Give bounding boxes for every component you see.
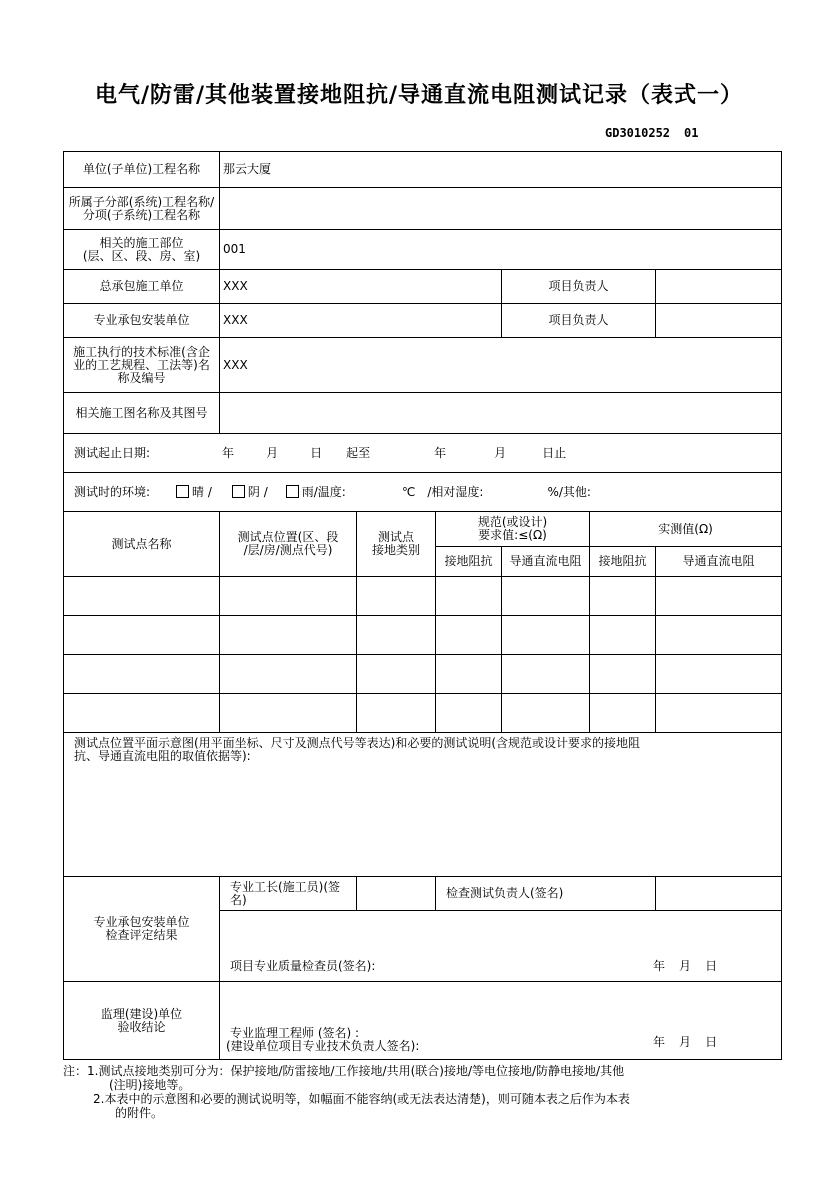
test-date-year1: 年: [222, 445, 235, 460]
test-date-year2: 年: [434, 445, 447, 460]
table-cell[interactable]: [220, 577, 357, 616]
specialty-contractor-value[interactable]: XXX: [220, 304, 502, 338]
celsius-unit: ℃: [401, 485, 416, 499]
tester-label: 检查测试负责人(签名): [436, 877, 656, 911]
test-date-label: 测试起止日期:: [74, 445, 151, 460]
table-cell[interactable]: [357, 577, 436, 616]
form-title: 电气/防雷/其他装置接地阻抗/导通直流电阻测试记录（表式一）: [94, 82, 744, 108]
inspector-label: 项目专业质量检查员(签名):: [230, 959, 376, 973]
table-cell[interactable]: [220, 616, 357, 655]
sketch-text-line2: 抗、导通直流电阻的取值依据等):: [74, 749, 251, 763]
header-measured-ground-impedance: 接地阻抗: [590, 547, 656, 577]
table-cell[interactable]: [502, 694, 590, 733]
table-cell[interactable]: [64, 616, 220, 655]
table-cell[interactable]: [220, 694, 357, 733]
table-cell[interactable]: [436, 694, 502, 733]
table-cell[interactable]: [436, 616, 502, 655]
notes: [63, 1064, 783, 1120]
table-cell[interactable]: [590, 655, 656, 694]
sunny-label: 晴 /: [192, 485, 212, 499]
table-cell[interactable]: [436, 655, 502, 694]
header-measured: 实测值(Ω): [590, 512, 782, 547]
table-row: [64, 616, 782, 655]
subproject-value[interactable]: [220, 188, 782, 230]
sunny-checkbox[interactable]: [176, 485, 189, 498]
table-cell[interactable]: [656, 577, 782, 616]
project-name-value[interactable]: 那云大厦: [220, 152, 782, 188]
table-cell[interactable]: [502, 577, 590, 616]
location-label: 相关的施工部位 (层、区、段、房、室): [64, 230, 220, 270]
table-row: [64, 694, 782, 733]
table-cell[interactable]: [502, 616, 590, 655]
note-1-line1: 注：1.测试点接地类别可分为：保护接地/防雷接地/工作接地/共用(联合)接地/等电位接地/防静电接地/其他: [63, 1064, 625, 1078]
general-contractor-value[interactable]: XXX: [220, 270, 502, 304]
drawing-value[interactable]: [220, 393, 782, 434]
form-code-number: GD3010252: [605, 126, 671, 140]
rain-temp-label: 雨/温度:: [301, 485, 346, 499]
table-cell[interactable]: [64, 694, 220, 733]
header-spec-ground-impedance: 接地阻抗: [436, 547, 502, 577]
specialty-manager-value[interactable]: [656, 304, 782, 338]
humidity-label: /相对湿度:: [427, 485, 484, 499]
table-cell[interactable]: [656, 616, 782, 655]
inspector-cell[interactable]: [220, 911, 782, 982]
sketch-text-line1: 测试点位置平面示意图(用平面坐标、尺寸及测点代号等表达)和必要的测试说明(含规范或设计要求的接地阻: [74, 736, 641, 750]
general-contractor-label: 总承包施工单位: [64, 270, 220, 304]
test-date-month2: 月: [494, 445, 507, 460]
header-measured-dc-resistance: 导通直流电阻: [656, 547, 782, 577]
owner-tech-lead-label: (建设单位项目专业技术负责人签名):: [226, 1039, 420, 1053]
foreman-label: 专业工长(施工员)(签名): [220, 877, 357, 911]
location-value[interactable]: 001: [220, 230, 782, 270]
cloudy-checkbox[interactable]: [232, 485, 245, 498]
environment-label: 测试时的环境:: [74, 485, 151, 499]
table-cell[interactable]: [656, 694, 782, 733]
specialty-contractor-label: 专业承包安装单位: [64, 304, 220, 338]
table-cell[interactable]: [357, 694, 436, 733]
table-row: [64, 577, 782, 616]
table-cell[interactable]: [590, 616, 656, 655]
header-ground-type: 测试点 接地类别: [357, 512, 436, 577]
table-cell[interactable]: [64, 577, 220, 616]
table-cell[interactable]: [220, 655, 357, 694]
inspector-date: 年 月 日: [653, 959, 718, 973]
test-date-from: 起至: [346, 445, 371, 460]
header-spec-dc-resistance: 导通直流电阻: [502, 547, 590, 577]
drawing-label: 相关施工图名称及其图号: [64, 393, 220, 434]
foreman-signature[interactable]: [357, 877, 436, 911]
cloudy-label: 阴 /: [247, 485, 268, 499]
form-code: [605, 126, 712, 140]
header-point-name: 测试点名称: [64, 512, 220, 577]
test-date-day2: 日止: [542, 445, 567, 460]
table-cell[interactable]: [656, 655, 782, 694]
form-code-seq: 01: [684, 126, 699, 140]
test-date-day1: 日: [310, 445, 323, 460]
header-point-position: 测试点位置(区、段 /层/房/测点代号): [220, 512, 357, 577]
standard-value[interactable]: XXX: [220, 338, 782, 393]
table-cell[interactable]: [357, 655, 436, 694]
table-cell[interactable]: [590, 577, 656, 616]
supervision-label: 监理(建设)单位 验收结论: [64, 982, 220, 1060]
test-date-month1: 月: [266, 445, 279, 460]
tester-signature[interactable]: [656, 877, 782, 911]
note-2-line1: 2.本表中的示意图和必要的测试说明等，如幅面不能容纳(或无法表达清楚)，则可随本表之后作为本表: [93, 1092, 630, 1106]
note-1-line2: (注明)接地等。: [109, 1078, 191, 1092]
table-cell[interactable]: [502, 655, 590, 694]
environment-row: [64, 473, 782, 512]
table-cell[interactable]: [64, 655, 220, 694]
table-cell[interactable]: [357, 616, 436, 655]
header-spec: 规范(或设计) 要求值:≤(Ω): [436, 512, 590, 547]
note-2-line2: 的附件。: [115, 1106, 164, 1120]
standard-label: 施工执行的技术标准(含企 业的工艺规程、工法等)名 称及编号: [64, 338, 220, 393]
test-date-row[interactable]: [64, 434, 782, 473]
supervision-date: 年 月 日: [653, 1035, 718, 1049]
table-cell[interactable]: [436, 577, 502, 616]
general-manager-value[interactable]: [656, 270, 782, 304]
record-form: [63, 151, 782, 1060]
sketch-area[interactable]: [64, 733, 782, 877]
supervision-cell[interactable]: [220, 982, 782, 1060]
contractor-eval-label: 专业承包安装单位 检查评定结果: [64, 877, 220, 982]
specialty-manager-label: 项目负责人: [502, 304, 656, 338]
subproject-label: 所属子分部(系统)工程名称/ 分项(子系统)工程名称: [64, 188, 220, 230]
rain-checkbox[interactable]: [286, 485, 299, 498]
other-label: %/其他:: [547, 485, 591, 499]
project-name-label: 单位(子单位)工程名称: [64, 152, 220, 188]
table-row: [64, 655, 782, 694]
general-manager-label: 项目负责人: [502, 270, 656, 304]
table-cell[interactable]: [590, 694, 656, 733]
supervisor-label: 专业监理工程师 (签名) :: [230, 1026, 360, 1040]
